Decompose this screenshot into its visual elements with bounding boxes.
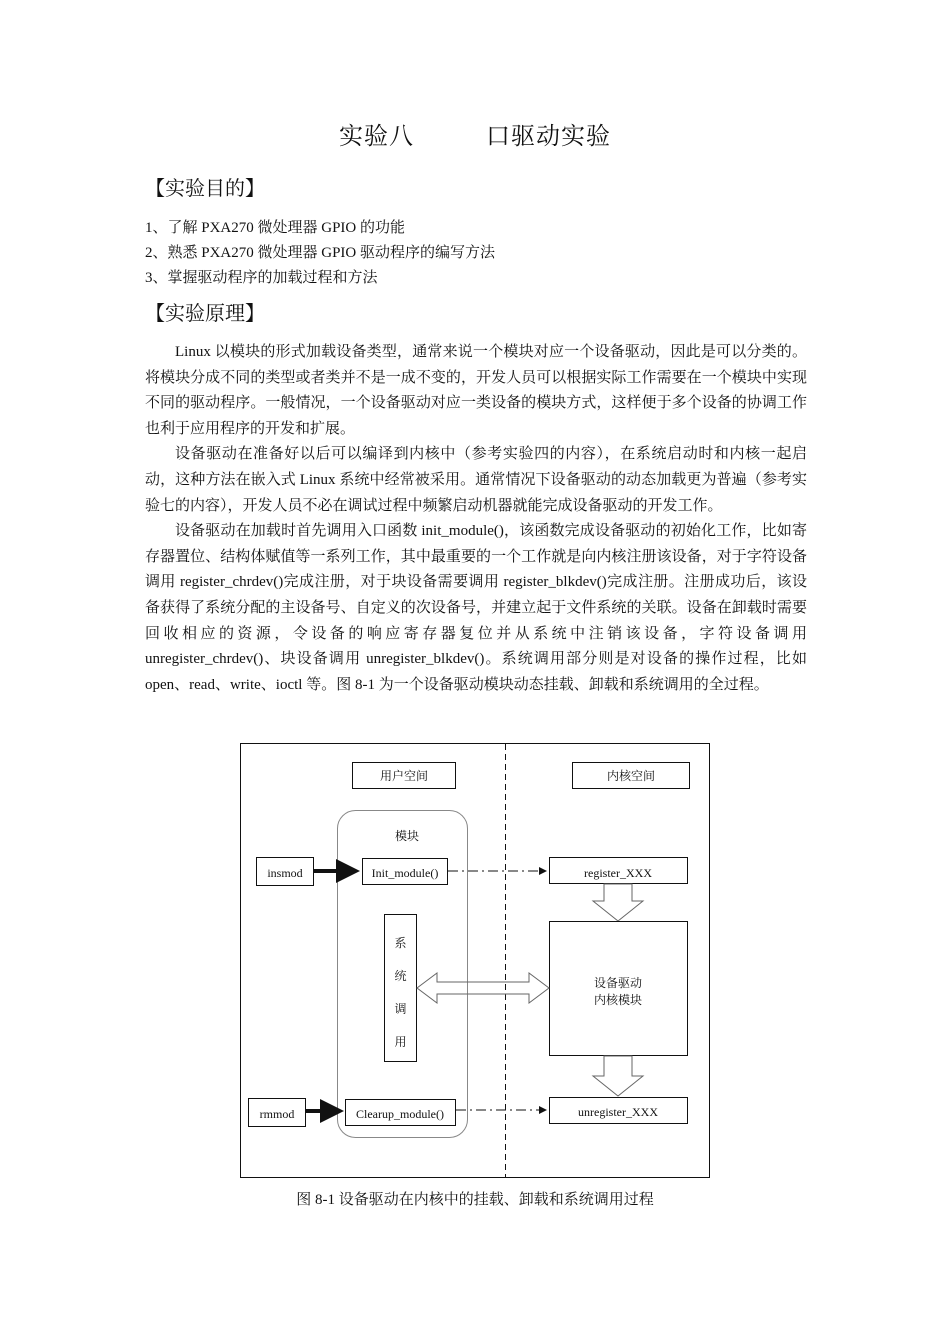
title-part-2: 口驱动实验 (486, 122, 611, 150)
figure-caption: 图 8-1 设备驱动在内核中的挂载、卸载和系统调用过程 (296, 1192, 654, 1208)
insmod-box (257, 858, 314, 886)
section-heading-objective: 【实验目的】 (145, 176, 265, 200)
title-part-1: 实验八 (339, 122, 414, 150)
syscall-char: 统 (394, 969, 407, 983)
init-module-label: Init_module() (371, 866, 439, 880)
module-label: 模块 (394, 829, 420, 843)
driver-module-box (550, 922, 688, 1056)
syscall-char: 用 (394, 1035, 407, 1049)
down-arrow-2 (593, 1056, 643, 1096)
cleanup-module-label: Clearup_module() (356, 1107, 444, 1121)
syscall-char: 系 (394, 936, 407, 950)
list-item: 3、掌握驱动程序的加载过程和方法 (145, 270, 378, 286)
register-box (550, 858, 688, 884)
rmmod-label: rmmod (259, 1107, 295, 1121)
syscall-char: 调 (394, 1002, 407, 1016)
page-title (0, 116, 950, 151)
cleanup-module-box (346, 1100, 456, 1126)
driver-module-line1: 设备驱动 (593, 976, 643, 990)
insmod-label: insmod (267, 866, 303, 880)
rmmod-box (249, 1099, 306, 1127)
syscall-double-arrow (417, 973, 549, 1003)
unregister-box (550, 1098, 688, 1124)
unregister-label: unregister_XXX (578, 1105, 658, 1119)
list-item: 1、了解 PXA270 微处理器 GPIO 的功能 (145, 220, 406, 236)
syscall-box (385, 915, 417, 1062)
paragraph: 设备驱动在加载时首先调用入口函数 init_module()，该函数完成设备驱动的初始化工作，比如寄存器置位、结构体赋值等一系列工作，其中最重要的一个工作就是向内核注册该设备，对于字符设备调用 register_chrdev()完成注册，对于块设备需要调用 register_blkdev()完成注册。注册成功后，该设备获得了系统分配的主设备号、自定义的次设备号，并建立起于文件系统的关联。设备在卸载时需要回收相应的资源，令设备的响应寄存器复位并从系统中注销该设备，字符设备调用 unregister_chrdev()、块设备调用 unregister_blkdev()。系统调用部分则是对设备的操作过程，比如 open、read、write、ioctl 等。图 8-1 为一个设备驱动模块动态挂载、卸载和系统调用的全过程。 (145, 523, 807, 693)
driver-module-line2: 内核模块 (593, 993, 643, 1007)
init-module-box (363, 859, 448, 885)
register-label: register_XXX (584, 866, 652, 880)
kernel-space-box (573, 763, 690, 789)
paragraph: Linux 以模块的形式加载设备类型，通常来说一个模块对应一个设备驱动，因此是可以分类的。将模块分成不同的类型或者类并不是一成不变的，开发人员可以根据实际工作需要在一个模块中实现不同的驱动程序。一般情况，一个设备驱动对应一类设备的模块方式，这样便于多个设备的协调工作也利于应用程序的开发和扩展。 (145, 344, 807, 437)
user-space-label: 用户空间 (379, 769, 429, 783)
kernel-space-label: 内核空间 (606, 769, 656, 783)
principle-text (145, 340, 807, 698)
module-container (338, 811, 468, 1138)
diagram-frame (241, 744, 710, 1178)
objectives-list (145, 216, 495, 291)
list-item: 2、熟悉 PXA270 微处理器 GPIO 驱动程序的编写方法 (145, 245, 496, 261)
down-arrow-1 (593, 884, 643, 921)
section-heading-principle: 【实验原理】 (145, 301, 265, 325)
user-space-box (353, 763, 456, 789)
paragraph: 设备驱动在准备好以后可以编译到内核中（参考实验四的内容），在系统启动时和内核一起启动，这种方法在嵌入式 Linux 系统中经常被采用。通常情况下设备驱动的动态加载更为普遍（参考实验七的内容），开发人员不必在调试过程中频繁启动机器就能完成设备驱动的开发工作。 (145, 446, 807, 514)
